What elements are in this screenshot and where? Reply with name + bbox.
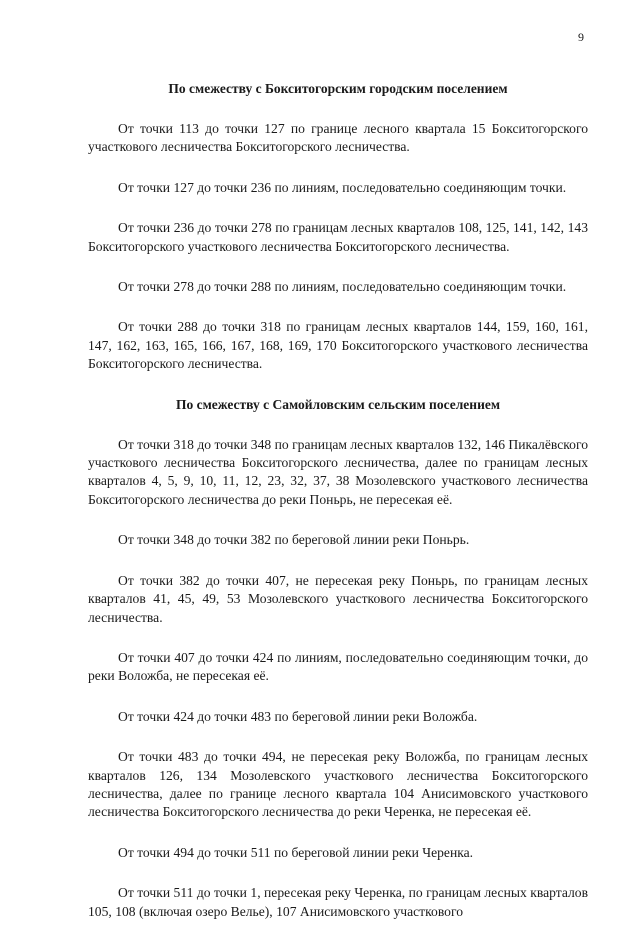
section-boksitogorsk bbox=[88, 80, 588, 374]
paragraph: От точки 348 до точки 382 по береговой линии реки Поньрь. bbox=[118, 532, 470, 548]
paragraph: От точки 511 до точки 1, пересекая реку Черенка, по границам лесных кварталов 105, 108 (включая озеро Велье), 107 Анисимовского участкового bbox=[88, 885, 588, 919]
paragraph: От точки 127 до точки 236 по линиям, последовательно соединяющим точки. bbox=[118, 179, 567, 195]
page-number: 9 bbox=[578, 30, 584, 44]
section-heading: По смежеству с Самойловским сельским поселением bbox=[175, 396, 501, 412]
paragraph: От точки 278 до точки 288 по линиям, последовательно соединяющим точки. bbox=[118, 279, 567, 295]
section-samoylovo bbox=[88, 396, 588, 921]
paragraph: От точки 113 до точки 127 по границе лесного квартала 15 Бокситогорского участкового лесничества Бокситогорского лесничества. bbox=[88, 121, 588, 155]
paragraph: От точки 288 до точки 318 по границам лесных кварталов 144, 159, 160, 161, 147, 162, 163, 165, 166, 167, 168, 169, 170 Бокситогорского участкового лесничества Бокситогорского лесничества. bbox=[88, 319, 588, 372]
paragraph: От точки 318 до точки 348 по границам лесных кварталов 132, 146 Пикалёвского участкового лесничества Бокситогорского лесничества, далее по границам лесных кварталов 4, 5, 9, 10, 11, 12, 23, 32, 37, 38 Мозолевского участкового лесничества Бокситогорского лесничества до реки Поньрь, не пересекая её. bbox=[88, 436, 588, 507]
paragraph: От точки 494 до точки 511 по береговой линии реки Черенка. bbox=[118, 844, 474, 860]
section-heading: По смежеству с Бокситогорским городским поселением bbox=[168, 81, 508, 96]
paragraph: От точки 382 до точки 407, не пересекая реку Поньрь, по границам лесных кварталов 41, 45, 49, 53 Мозолевского участкового лесничества Бокситогорского лесничества. bbox=[88, 572, 588, 625]
paragraph: От точки 483 до точки 494, не пересекая реку Воложба, по границам лесных кварталов 126, 134 Мозолевского участкового лесничества Бокситогорского лесничества, далее по границе лесного квартала 104 Анисимовского участкового лесничества Бокситогорского лесничества до реки Черенка, не пересекая её. bbox=[88, 749, 588, 820]
paragraph: От точки 407 до точки 424 по линиям, последовательно соединяющим точки, до реки Воложба, не пересекая её. bbox=[88, 649, 588, 684]
paragraph: От точки 424 до точки 483 по береговой линии реки Воложба. bbox=[118, 708, 478, 724]
document-body bbox=[88, 80, 588, 943]
paragraph: От точки 236 до точки 278 по границам лесных кварталов 108, 125, 141, 142, 143 Бокситогорского участкового лесничества Бокситогорского лесничества. bbox=[88, 220, 588, 254]
